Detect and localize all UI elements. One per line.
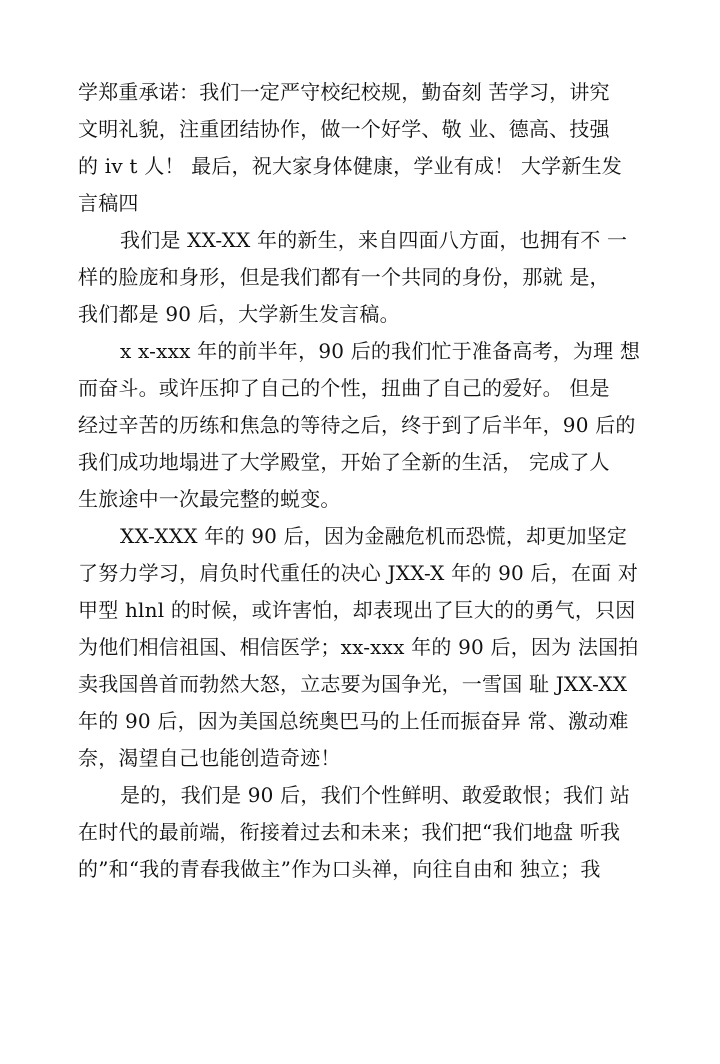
paragraph-1 — [78, 74, 650, 222]
text-line: x x-xxx 年的前半年，90 后的我们忙于准备高考，为理 想 — [120, 339, 641, 363]
text-line: 我们是 XX-XX 年的新生，来自四面八方面，也拥有不 一 — [120, 228, 628, 252]
paragraph-3 — [78, 333, 650, 518]
text-line: 生旅途中一次最完整的蜕变。 — [78, 487, 341, 511]
text-line: 而奋斗。或许压抑了自己的个性，扭曲了自己的爱好。 但是 — [78, 376, 610, 400]
paragraph-2 — [78, 222, 650, 333]
text-line: 文明礼貌，注重团结协作，做一个好学、敬 业、德高、技强 — [78, 117, 610, 141]
text-line: 的”和“我的青春我做主”作为口头禅，向往自由和 独立；我 — [78, 857, 601, 881]
text-line: 奈，渴望自己也能创造奇迹！ — [78, 746, 341, 770]
text-line: 了努力学习，肩负时代重任的决心 JXX-X 年的 90 后，在面 对 — [78, 561, 639, 585]
text-line: XX-XXX 年的 90 后，因为金融危机而恐慌，却更加坚定 — [120, 524, 628, 548]
text-line: 年的 90 后，因为美国总统奥巴马的上任而振奋异 常、激动难 — [78, 709, 629, 733]
text-line: 是的，我们是 90 后，我们个性鲜明、敢爱敢恨；我们 站 — [120, 783, 631, 807]
text-line: 甲型 hlnl 的时候，或许害怕，却表现出了巨大的的勇气，只因 — [78, 598, 636, 622]
text-line: 卖我国兽首而勃然大怒，立志要为国争光，一雪国 耻 JXX-XX — [78, 672, 628, 696]
document-body — [78, 74, 650, 888]
text-line: 为他们相信祖国、相信医学；xx-xxx 年的 90 后，因为 法国拍 — [78, 635, 639, 659]
text-line: 我们都是 90 后，大学新生发言稿。 — [78, 302, 400, 326]
text-line: 样的脸庞和身形，但是我们都有一个共同的身份，那就 是， — [78, 265, 610, 289]
text-line: 经过辛苦的历练和焦急的等待之后，终于到了后半年，90 后的 — [78, 413, 636, 437]
paragraph-5 — [78, 777, 650, 888]
paragraph-4 — [78, 518, 650, 777]
text-line: 言稿四 — [78, 191, 139, 215]
text-line: 学郑重承诺：我们一定严守校纪校规，勤奋刻 苦学习，讲究 — [78, 80, 610, 104]
text-line: 在时代的最前端，衔接着过去和未来；我们把“我们地盘 听我 — [78, 820, 621, 844]
text-line: 我们成功地塌进了大学殿堂，开始了全新的生活， 完成了人 — [78, 450, 610, 474]
text-line: 的 iv t 人！ 最后，祝大家身体健康，学业有成！ 大学新生发 — [78, 154, 622, 178]
